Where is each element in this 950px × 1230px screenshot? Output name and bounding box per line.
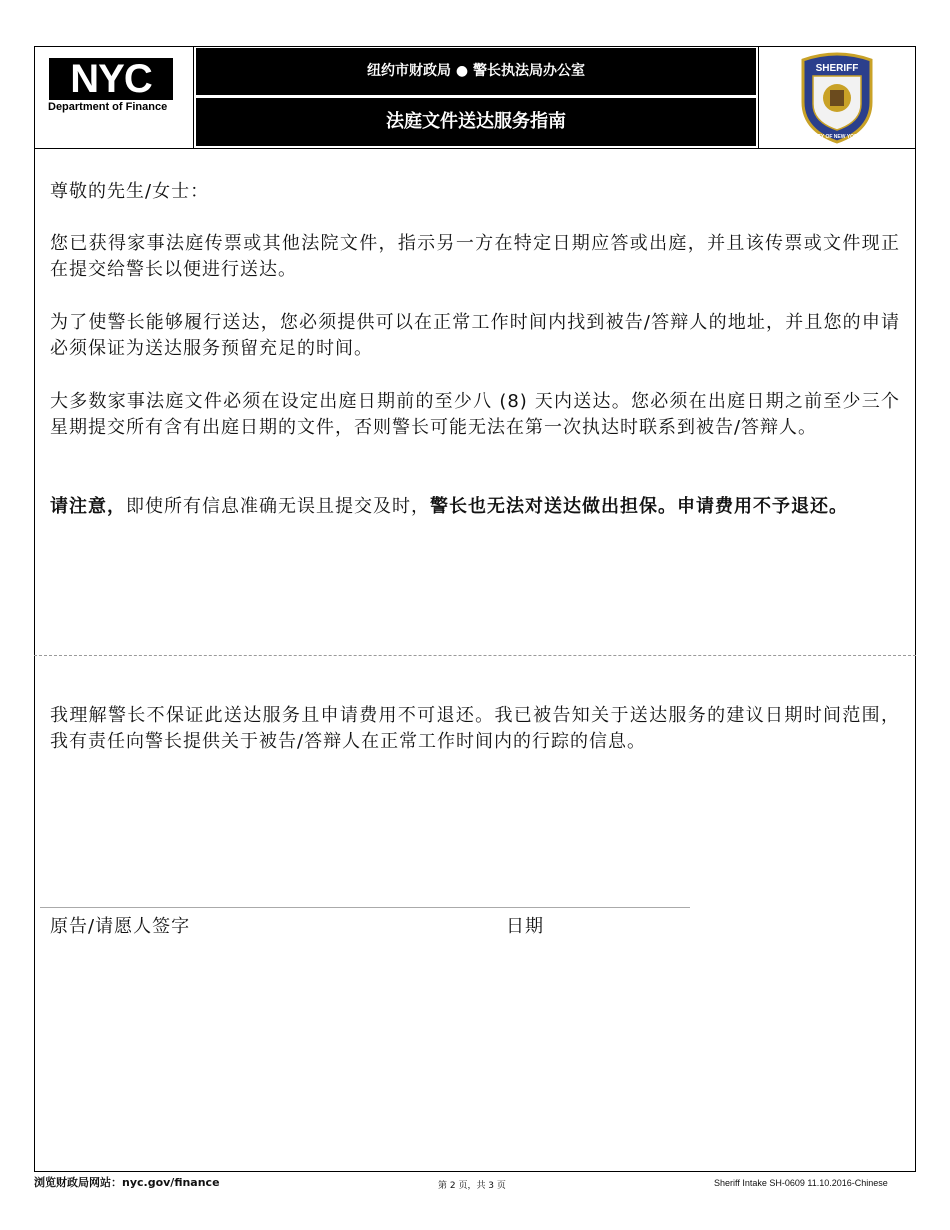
seal-top-text: SHERIFF xyxy=(815,63,859,74)
notice-heading: 请注意， xyxy=(50,496,126,517)
notice-text: 即使所有信息准确无误且提交及时， xyxy=(126,496,430,517)
nyc-finance-logo xyxy=(34,46,194,149)
seal-bottom-text: CITY OF NEW YORK xyxy=(812,134,862,140)
signature-label: 原告/请愿人签字 xyxy=(50,916,191,937)
footer-page-number: 第 2 页，共 3 页 xyxy=(438,1181,506,1191)
date-label: 日期 xyxy=(506,916,544,937)
footer-website: 浏览财政局网站：nyc.gov/finance xyxy=(34,1176,220,1189)
signature-line[interactable] xyxy=(40,907,690,908)
paragraph-notice xyxy=(50,494,900,520)
agency-title: 纽约市财政局 ● 警长执法局办公室 xyxy=(196,48,756,95)
section-divider xyxy=(34,655,916,656)
paragraph-acknowledgement: 我理解警长不保证此送达服务且申请费用不可退还。我已被告知关于送达服务的建议日期时间范围，我有责任向警长提供关于被告/答辩人在正常工作时间内的行踪的信息。 xyxy=(50,705,900,752)
nyc-logo-mark: NYC xyxy=(49,58,173,100)
notice-warning: 警长也无法对送达做出担保。申请费用不予退还。 xyxy=(430,496,848,517)
paragraph-service-deadline: 大多数家事法庭文件必须在设定出庭日期前的至少八 (8) 天内送达。您必须在出庭日期之前至少三个星期提交所有含有出庭日期的文件，否则警长可能无法在第一次执达时联系到被告/答辩人。 xyxy=(50,391,900,438)
document-frame xyxy=(34,46,916,1172)
sheriff-badge-icon xyxy=(797,52,877,144)
paragraph-address-requirement: 为了使警长能够履行送达，您必须提供可以在正常工作时间内找到被告/答辩人的地址，并且您的申请必须保证为送达服务预留充足的时间。 xyxy=(50,312,900,359)
footer-form-id: Sheriff Intake SH-0609 11.10.2016-Chinese xyxy=(714,1178,888,1188)
page-title: 法庭文件送达服务指南 xyxy=(196,98,756,146)
salutation: 尊敬的先生/女士： xyxy=(50,181,210,202)
department-label: Department of Finance xyxy=(48,101,168,113)
document-header xyxy=(34,46,916,149)
sheriff-seal xyxy=(758,46,916,149)
header-divider xyxy=(34,148,916,149)
paragraph-court-documents: 您已获得家事法庭传票或其他法院文件，指示另一方在特定日期应答或出庭，并且该传票或文件现正在提交给警长以便进行送达。 xyxy=(50,233,900,280)
